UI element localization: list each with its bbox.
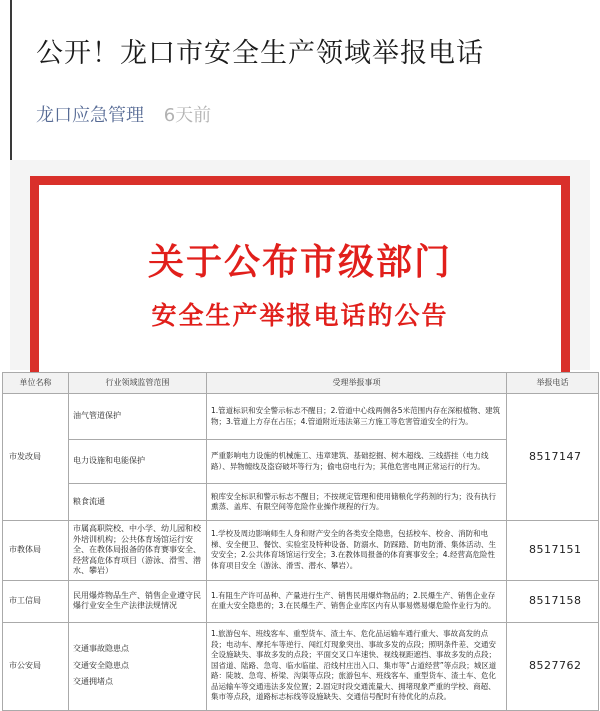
header-unit: 单位名称 bbox=[3, 373, 69, 394]
unit-name: 市教体局 bbox=[3, 521, 69, 581]
header-phone: 举报电话 bbox=[507, 373, 599, 394]
article-title: 公开！龙口市安全生产领域举报电话 bbox=[36, 38, 484, 69]
scope-cell bbox=[69, 622, 207, 710]
scope-cell: 民用爆炸物品生产、销售企业遵守民爆行业安全生产法律法规情况 bbox=[69, 580, 207, 622]
hotline-table bbox=[2, 372, 599, 711]
red-border-frame bbox=[30, 176, 570, 386]
unit-name: 市工信局 bbox=[3, 580, 69, 622]
table-row bbox=[3, 622, 599, 710]
matter-cell: 1.旅游包车、班线客车、重型货车、渣土车、危化品运输车通行重大、事故高发的点段；电动车、摩托车等逆行、闯红灯现象突出、事故多发的点段；照明条件差、交通安全设施缺失、事故多发的点段；平面交叉口车速快、视线视距遮挡、事故多发的点段；国省道、陆路、急弯、临水临崖、沿线村庄出入口、集市等“占道经营”等点段；城区道路：陡坡、急弯、桥梁、沟渠等点段；旅游包车、班线客车、重型货车、渣土车、危化品运输车等交通违法多发位置；2.固定时段交通流量大、拥堵现象严重的学校、商超、集市等点段，道路标志标线等设施缺失、交通信号配时有待优化的点段。 bbox=[207, 622, 507, 710]
unit-name: 市公安局 bbox=[3, 622, 69, 710]
header-matters: 受理举报事项 bbox=[207, 373, 507, 394]
phone-number[interactable]: 8517158 bbox=[507, 580, 599, 622]
phone-number[interactable]: 8517147 bbox=[507, 394, 599, 521]
banner-title: 关于公布市级部门 bbox=[147, 242, 452, 283]
matter-cell: 粮库安全标识和警示标志不醒目；不按规定管理和使用储粮化学药剂的行为；没有执行熏蒸、盖库、有限空间等危险作业操作规程的行为。 bbox=[207, 484, 507, 521]
matter-cell: 1.有阻生产许可品种、产量进行生产、销售民用爆炸物品的；2.民爆生产、销售企业存在重大安全隐患的；3.在民爆生产、销售企业库区内有从事易燃易爆危险作业行为的。 bbox=[207, 580, 507, 622]
scope-cell: 粮食流通 bbox=[69, 484, 207, 521]
phone-number[interactable]: 8517151 bbox=[507, 521, 599, 581]
scope-cell: 市属高职院校、中小学、幼儿园和校外培训机构；公共体育场馆运行安全、在教体局报备的体育赛事安全、经营高危体育项目（游泳、滑雪、潜水、攀岩） bbox=[69, 521, 207, 581]
scope-item: 交通事故隐患点 bbox=[73, 644, 129, 654]
scope-cell: 电力设施和电能保护 bbox=[69, 440, 207, 484]
scope-item: 交通拥堵点 bbox=[73, 677, 113, 687]
matter-cell: 1.学校及周边影响师生人身和财产安全的各类安全隐患，包括校车、校舍、消防和电梯、安全便卫、餐饮、实验室及特种设备、防溺水、防踩踏、防电防滑、集体活动、生安安全；2.公共体育场馆运行安全；3.在教体局报备的体育赛事安全；4.经营高危险性体育项目安全（游泳、滑雪、潜水、攀岩）。 bbox=[207, 521, 507, 581]
phone-number[interactable]: 8527762 bbox=[507, 622, 599, 710]
banner-subtitle: 安全生产举报电话的公告 bbox=[151, 301, 449, 330]
unit-name: 市发改局 bbox=[3, 394, 69, 521]
header-scope: 行业领域监管范围 bbox=[69, 373, 207, 394]
left-divider bbox=[10, 0, 12, 160]
author-link[interactable]: 龙口应急管理 bbox=[36, 105, 144, 126]
table-row bbox=[3, 521, 599, 581]
scope-cell: 油气管道保护 bbox=[69, 394, 207, 440]
publish-time: 6天前 bbox=[163, 105, 212, 126]
scope-item: 交通安全隐患点 bbox=[73, 660, 129, 670]
table-row bbox=[3, 580, 599, 622]
notice-banner-image bbox=[10, 160, 590, 370]
matter-cell: 1.管道标识和安全警示标志不醒目；2.管道中心线两侧各5米范围内存在深根植物、建筑物；3.管道上方存在占压；4.管道附近违法第三方施工等危害管道安全的行为。 bbox=[207, 394, 507, 440]
table-row bbox=[3, 394, 599, 440]
article-meta bbox=[36, 103, 211, 129]
table-header-row bbox=[3, 373, 599, 394]
matter-cell: 严重影响电力设施的机械施工、违章建筑、基础挖掘、树木超线、三线搭挂（电力线路）、异物缠线及盗窃破坏等行为；偷电窃电行为；其他危害电网正常运行的行为。 bbox=[207, 440, 507, 484]
